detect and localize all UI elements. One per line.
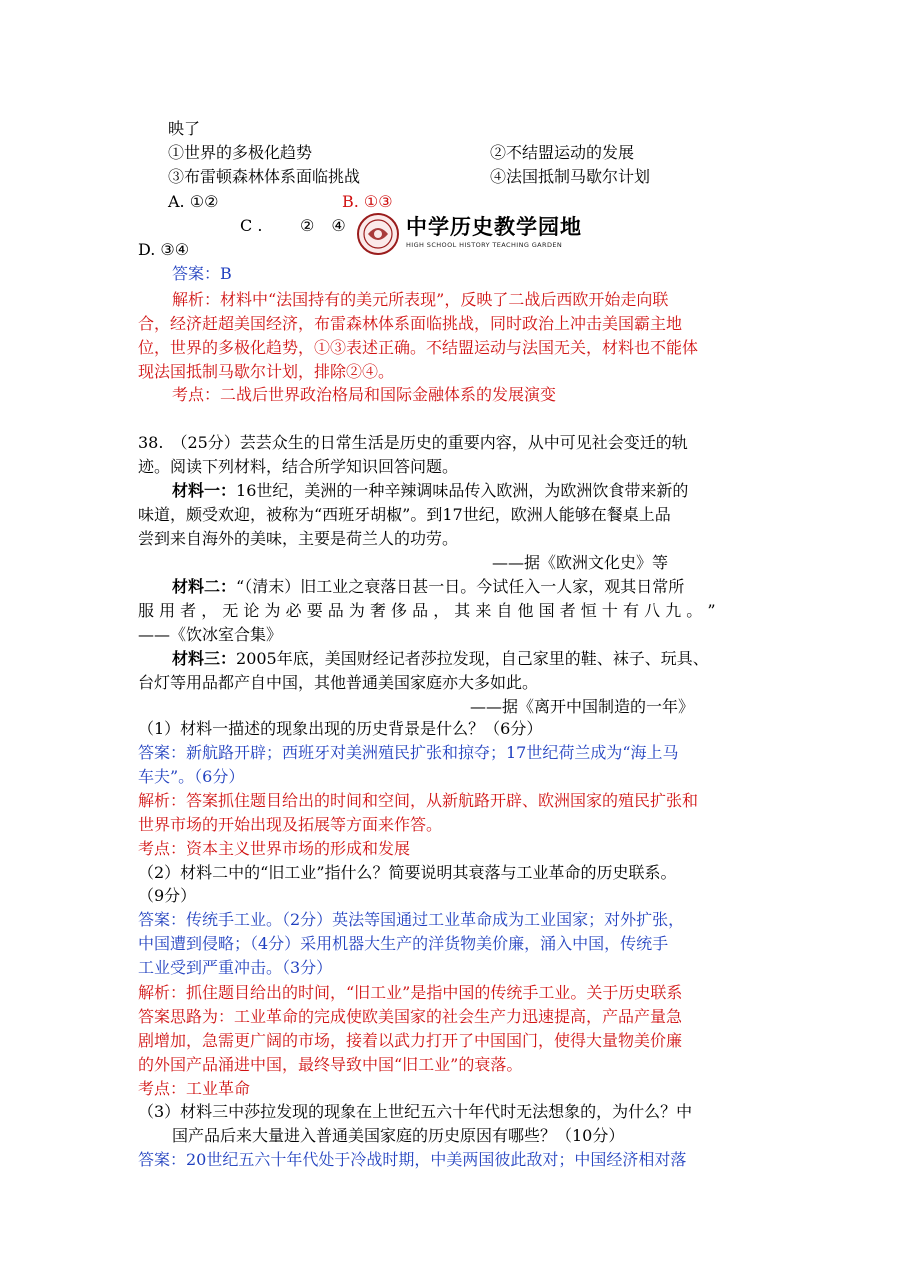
- sub2-answer-line: 答案：传统手工业。（2分）英法等国通过工业革命成为工业国家；对外扩张，: [138, 910, 685, 929]
- sub1-answer-line: 答案：新航路开辟；西班牙对美洲殖民扩张和掠夺；17世纪荷兰成为“海上马: [138, 743, 679, 762]
- sub2-question-line: （9分）: [138, 886, 197, 905]
- q37-analysis-line: 合，经济赶超美国经济，布雷森林体系面临挑战，同时政治上冲击美国霸主地: [138, 314, 683, 333]
- q37-answer: 答案：B: [172, 264, 232, 283]
- q37-analysis-line: 位，世界的多极化趋势，①③表述正确。不结盟运动与法国无关，材料也不能体: [138, 338, 699, 357]
- sub2-answer-line: 工业受到严重冲击。（3分）: [138, 958, 333, 977]
- material-3-text: 台灯等用品都产自中国，其他普通美国家庭亦大多如此。: [138, 673, 539, 692]
- material-1-text: 16世纪，美洲的一种辛辣调味品传入欧洲，为欧洲饮食带来新的: [236, 481, 689, 500]
- q37-analysis-line: 解析：材料中“法国持有的美元所表现”，反映了二战后西欧开始走向联: [172, 290, 669, 309]
- material-2-label: 材料二：: [172, 577, 237, 596]
- sub2-answer-line: 中国遭到侵略；（4分）采用机器大生产的洋货物美价廉，涌入中国，传统手: [138, 934, 669, 953]
- sub1-analysis-line: 世界市场的开始出现及拓展等方面来作答。: [138, 815, 443, 834]
- material-1-label: 材料一：: [172, 481, 237, 500]
- material-2-source: ——《饮冰室合集》: [138, 625, 283, 644]
- material-2-text: 服 用 者 ， 无 论 为 必 要 品 为 奢 侈 品 ， 其 来 自 他 国 者 恒 十 有 八 九 。 ”: [138, 601, 716, 620]
- q37-choice-b: B. ①③: [342, 192, 393, 211]
- sub2-question-line: （2）材料二中的“旧工业”指什么？简要说明其衰落与工业革命的历史联系。: [138, 863, 677, 882]
- sub3-question-line: 国产品后来大量进入普通美国家庭的历史原因有哪些？（10分）: [172, 1126, 625, 1145]
- material-3-label: 材料三：: [172, 649, 237, 668]
- q37-analysis-line: 现法国抵制马歇尔计划，排除②④。: [138, 362, 395, 381]
- q37-option-2: ②不结盟运动的发展: [490, 143, 635, 162]
- q37-stem-end: 映了: [168, 119, 201, 138]
- sub1-kaodian: 考点：资本主义世界市场的形成和发展: [138, 839, 411, 858]
- q37-choice-c-marks: ② ④: [300, 216, 352, 235]
- material-1-text: 尝到来自海外的美味，主要是荷兰人的功劳。: [138, 529, 459, 548]
- material-1-text: 味道，颇受欢迎，被称为“西班牙胡椒”。到17世纪，欧洲人能够在餐桌上品: [138, 505, 671, 524]
- sub2-analysis-line: 答案思路为：工业革命的完成使欧美国家的社会生产力迅速提高，产品产量急: [138, 1007, 683, 1026]
- sub2-analysis-line: 的外国产品涌进中国，最终导致中国“旧工业”的衰落。: [138, 1055, 523, 1074]
- material-2-line: [172, 576, 684, 598]
- q37-choice-d: D. ③④: [138, 240, 190, 259]
- material-3-line: [172, 648, 709, 670]
- sub1-answer-line: 车夫”。（6分）: [138, 767, 245, 786]
- watermark-logo: [356, 212, 582, 256]
- material-3-source: ——据《离开中国制造的一年》: [470, 697, 695, 716]
- logo-name: 中学历史教学园地: [406, 214, 582, 239]
- sub2-kaodian: 考点：工业革命: [138, 1079, 251, 1098]
- material-3-text: 2005年底，美国财经记者莎拉发现，自己家里的鞋、袜子、玩具、: [236, 649, 709, 668]
- q37-option-4: ④法国抵制马歇尔计划: [490, 167, 651, 186]
- sub3-question-line: （3）材料三中莎拉发现的现象在上世纪五六十年代时无法想象的，为什么？中: [138, 1102, 693, 1121]
- q37-option-3: ③布雷顿森林体系面临挑战: [168, 167, 361, 186]
- q37-choice-c-label: C .: [240, 216, 263, 235]
- sub2-analysis-line: 解析：抓住题目给出的时间，“旧工业”是指中国的传统手工业。关于历史联系: [138, 983, 683, 1002]
- material-1-source: ——据《欧洲文化史》等: [492, 553, 669, 572]
- sub1-question: （1）材料一描述的现象出现的历史背景是什么？（6分）: [138, 719, 543, 738]
- seal-icon: [356, 212, 400, 256]
- q37-option-1: ①世界的多极化趋势: [168, 143, 313, 162]
- sub1-analysis-line: 解析：答案抓住题目给出的时间和空间，从新航路开辟、欧洲国家的殖民扩张和: [138, 791, 699, 810]
- material-1-line: [172, 480, 688, 502]
- q38-intro-line: 迹。阅读下列材料，结合所学知识回答问题。: [138, 457, 459, 476]
- q38-intro-line: 38. （25分）芸芸众生的日常生活是历史的重要内容，从中可见社会变迁的轨: [138, 433, 688, 452]
- material-2-text: “（清末）旧工业之衰落日甚一日。今试任入一人家，观其日常所: [236, 577, 685, 596]
- q37-kaodian: 考点：二战后世界政治格局和国际金融体系的发展演变: [172, 385, 557, 404]
- q37-choice-a: A. ①②: [168, 192, 219, 211]
- sub3-answer-line: 答案：20世纪五六十年代处于冷战时期，中美两国彼此敌对；中国经济相对落: [138, 1150, 687, 1169]
- sub2-analysis-line: 剧增加，急需更广阔的市场，接着以武力打开了中国国门，使得大量物美价廉: [138, 1031, 683, 1050]
- logo-subtitle: HIGH SCHOOL HISTORY TEACHING GARDEN: [406, 241, 563, 249]
